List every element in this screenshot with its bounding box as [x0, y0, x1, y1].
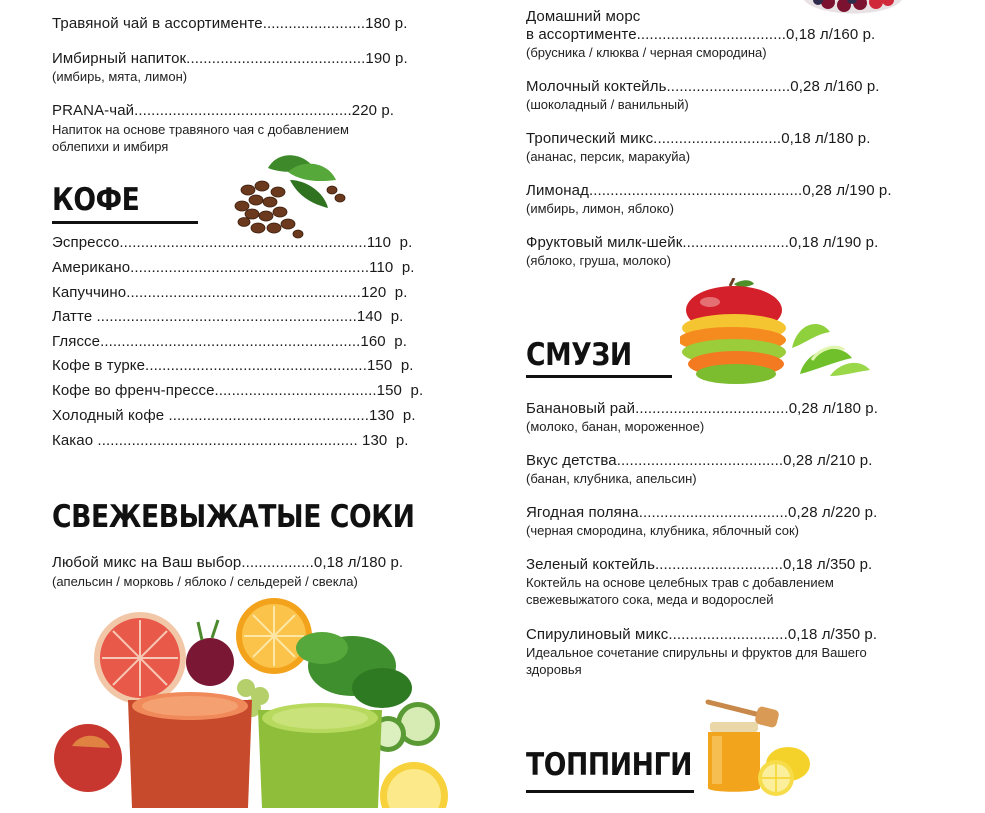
menu-item-cocoa: Какао ............................................................. 130 р.	[52, 432, 409, 449]
section-title-coffee: КОФЕ	[52, 182, 140, 218]
menu-item-desc: Коктейль на основе целебных трав с добавлением свежевыжатого сока, меда и водорослей	[526, 575, 834, 607]
section-title-smoothies: СМУЗИ	[526, 337, 632, 373]
menu-item-taste-of-childhood: Вкус детства.......................................0,28 л/210 р.	[526, 452, 873, 469]
menu-item-desc: (банан, клубника, апельсин)	[526, 471, 697, 486]
sliced-apple-image	[680, 278, 875, 386]
coffee-beans-image	[228, 150, 353, 242]
menu-item-desc: (брусника / клюква / черная смородина)	[526, 45, 767, 60]
honey-jar-image	[700, 696, 812, 796]
section-underline	[526, 790, 694, 793]
menu-item-latte: Латте .............................................................140 р.	[52, 308, 404, 325]
section-title-toppings: ТОППИНГИ	[526, 747, 692, 783]
menu-item-milkshake: Молочный коктейль.............................0,28 л/160 р.	[526, 78, 880, 95]
menu-item-desc: Идеальное сочетание спирульны и фруктов для Вашего здоровья	[526, 645, 867, 677]
menu-item-turkish-coffee: Кофе в турке....................................................150 р.	[52, 357, 414, 374]
section-underline	[526, 375, 672, 378]
menu-item-spirulina-mix: Спирулиновый микс............................0,18 л/350 р.	[526, 626, 878, 643]
menu-item-any-mix: Любой микс на Ваш выбор.................0,18 л/180 р.	[52, 554, 404, 571]
menu-item-french-press: Кофе во френч-прессе......................................150 р.	[52, 382, 424, 399]
menu-item-desc: (шоколадный / ванильный)	[526, 97, 689, 112]
menu-item-green-cocktail: Зеленый коктейль..............................0,18 л/350 р.	[526, 556, 873, 573]
fruits-juices-image	[52, 596, 452, 808]
section-title-fresh-juices: СВЕЖЕВЫЖАТЫЕ СОКИ	[52, 499, 415, 535]
menu-item-lemonade: Лимонад..................................................0,28 л/190 р.	[526, 182, 892, 199]
menu-item-fruit-milkshake: Фруктовый милк-шейк.........................0,18 л/190 р.	[526, 234, 879, 251]
menu-item-desc: Напиток на основе травяного чая с добавлением облепихи и имбиря	[52, 122, 349, 154]
menu-item-glace: Гляссе.............................................................160 р.	[52, 333, 407, 350]
menu-item-desc: (имбирь, мята, лимон)	[52, 69, 188, 84]
section-underline	[52, 221, 198, 224]
menu-item-desc: (молоко, банан, мороженное)	[526, 419, 705, 434]
menu-item-prana-tea: PRANA-чай...................................................220 р.	[52, 102, 395, 119]
menu-item-homemade-mors: Домашний морс в ассортименте...................................0,18 л/160 р.	[526, 8, 876, 43]
menu-item-americano: Американо........................................................110 р.	[52, 259, 415, 276]
menu-item-banana-paradise: Банановый рай....................................0,28 л/180 р.	[526, 400, 879, 417]
menu-item-tropical-mix: Тропический микс..............................0,18 л/180 р.	[526, 130, 871, 147]
menu-item-desc: (яблоко, груша, молоко)	[526, 253, 671, 268]
menu-item-desc: (черная смородина, клубника, яблочный сок)	[526, 523, 799, 538]
menu-item-cold-coffee: Холодный кофе ...............................................130 р.	[52, 407, 416, 424]
menu-item-ginger-drink: Имбирный напиток..........................................190 р.	[52, 50, 408, 67]
menu-item-espresso: Эспрессо..........................................................110 р.	[52, 234, 413, 251]
menu-item-desc: (апельсин / морковь / яблоко / сельдерей / свекла)	[52, 574, 358, 589]
menu-item-berry-meadow: Ягодная поляна...................................0,28 л/220 р.	[526, 504, 878, 521]
menu-item-herbal-tea: Травяной чай в ассортименте........................180 р.	[52, 15, 408, 32]
menu-item-desc: (имбирь, лимон, яблоко)	[526, 201, 674, 216]
menu-item-cappuccino: Капуччино.......................................................120 р.	[52, 284, 408, 301]
menu-item-desc: (ананас, персик, маракуйа)	[526, 149, 691, 164]
